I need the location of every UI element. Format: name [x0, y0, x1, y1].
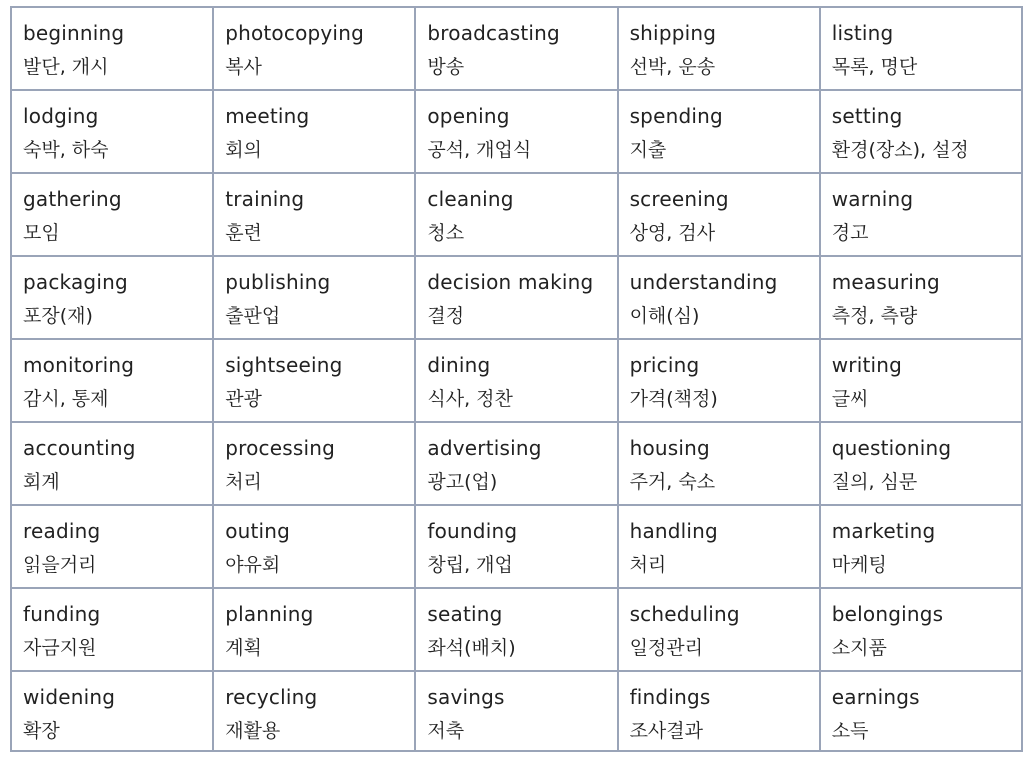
vocab-cell: [820, 671, 1022, 751]
vocab-cell: [11, 505, 213, 588]
korean-meaning: 관광: [225, 388, 262, 410]
korean-meaning: 식사, 정찬: [427, 388, 513, 410]
korean-meaning: 경고: [831, 222, 869, 244]
english-term: recycling: [225, 685, 318, 709]
vocab-cell-content: [23, 672, 212, 743]
vocab-cell-content: [23, 423, 212, 494]
vocab-cell: [213, 339, 415, 422]
vocab-cell: [820, 90, 1022, 173]
vocab-cell: [618, 505, 820, 588]
korean-meaning: 저축: [427, 720, 465, 742]
vocab-cell-content: [225, 174, 414, 245]
korean-meaning: 자금지원: [23, 637, 97, 659]
korean-meaning: 발단, 개시: [23, 56, 109, 78]
english-term: funding: [23, 602, 101, 626]
vocab-cell-content: [23, 91, 212, 162]
english-term: scheduling: [629, 602, 740, 626]
english-term: accounting: [23, 436, 136, 460]
english-term: opening: [427, 104, 510, 128]
vocab-cell-content: [225, 8, 414, 79]
english-term: marketing: [831, 519, 936, 543]
vocabulary-table-body: [11, 7, 1022, 751]
korean-meaning: 처리: [629, 554, 667, 576]
vocab-cell-content: [832, 8, 1021, 79]
vocab-cell: [11, 173, 213, 256]
english-term: reading: [23, 519, 101, 543]
vocab-cell: [618, 7, 820, 90]
korean-meaning: 감시, 통제: [23, 388, 109, 410]
english-term: belongings: [831, 602, 944, 626]
vocab-cell: [618, 339, 820, 422]
vocab-cell: [415, 173, 617, 256]
english-term: decision making: [427, 270, 594, 294]
vocab-cell: [415, 339, 617, 422]
korean-meaning: 읽을거리: [23, 554, 97, 576]
english-term: publishing: [225, 270, 331, 294]
vocab-cell-content: [427, 91, 616, 162]
table-row: [11, 7, 1022, 90]
english-term: screening: [629, 187, 729, 211]
vocab-cell: [11, 339, 213, 422]
vocab-cell: [618, 422, 820, 505]
vocab-cell-content: [427, 672, 616, 743]
vocab-cell-content: [832, 340, 1021, 411]
english-term: spending: [629, 104, 723, 128]
english-term: outing: [225, 519, 291, 543]
table-row: [11, 422, 1022, 505]
english-term: seating: [427, 602, 503, 626]
vocab-cell-content: [23, 174, 212, 245]
korean-meaning: 공석, 개업식: [427, 139, 532, 161]
korean-meaning: 이해(심): [629, 305, 700, 327]
vocab-cell-content: [225, 589, 414, 660]
english-term: warning: [831, 187, 914, 211]
korean-meaning: 출판업: [225, 305, 281, 327]
korean-meaning: 청소: [427, 222, 465, 244]
vocab-cell-content: [23, 589, 212, 660]
vocab-cell: [415, 90, 617, 173]
korean-meaning: 결정: [427, 305, 465, 327]
english-term: shipping: [629, 21, 717, 45]
vocab-cell-content: [832, 174, 1021, 245]
vocab-cell: [11, 422, 213, 505]
korean-meaning: 상영, 검사: [629, 222, 716, 244]
vocab-cell: [11, 588, 213, 671]
english-term: meeting: [225, 104, 310, 128]
korean-meaning: 선박, 운송: [629, 56, 716, 78]
english-term: lodging: [23, 104, 99, 128]
vocab-cell-content: [427, 589, 616, 660]
vocab-cell-content: [225, 91, 414, 162]
korean-meaning: 야유회: [225, 554, 281, 576]
vocab-cell-content: [832, 257, 1021, 328]
vocab-cell: [618, 588, 820, 671]
english-term: photocopying: [225, 21, 364, 45]
vocab-cell: [618, 173, 820, 256]
vocab-cell: [213, 505, 415, 588]
vocab-cell: [415, 422, 617, 505]
english-term: planning: [225, 602, 314, 626]
vocab-cell: [213, 7, 415, 90]
vocab-cell: [415, 505, 617, 588]
english-term: widening: [23, 685, 116, 709]
korean-meaning: 좌석(배치): [427, 637, 516, 659]
english-term: savings: [427, 685, 505, 709]
vocabulary-table: [10, 6, 1023, 752]
table-row: [11, 339, 1022, 422]
vocab-cell: [415, 671, 617, 751]
english-term: cleaning: [427, 187, 514, 211]
vocab-cell: [820, 173, 1022, 256]
table-row: [11, 256, 1022, 339]
vocab-cell: [415, 588, 617, 671]
vocab-cell-content: [630, 8, 819, 79]
korean-meaning: 창립, 개업: [427, 554, 513, 576]
vocab-cell-content: [427, 340, 616, 411]
vocab-cell-content: [832, 506, 1021, 577]
korean-meaning: 조사결과: [629, 720, 703, 742]
korean-meaning: 복사: [225, 56, 262, 78]
vocab-cell-content: [630, 174, 819, 245]
korean-meaning: 주거, 숙소: [629, 471, 716, 493]
vocab-cell-content: [630, 672, 819, 743]
korean-meaning: 지출: [629, 139, 667, 161]
english-term: handling: [629, 519, 718, 543]
english-term: beginning: [23, 21, 125, 45]
korean-meaning: 측정, 측량: [831, 305, 918, 327]
vocab-cell-content: [427, 8, 616, 79]
english-term: packaging: [23, 270, 128, 294]
vocab-cell: [820, 505, 1022, 588]
vocab-cell-content: [832, 91, 1021, 162]
vocab-cell-content: [427, 257, 616, 328]
english-term: writing: [831, 353, 903, 377]
table-row: [11, 90, 1022, 173]
vocab-cell-content: [630, 257, 819, 328]
vocab-cell: [618, 671, 820, 751]
korean-meaning: 글씨: [831, 388, 869, 410]
english-term: monitoring: [23, 353, 135, 377]
vocab-cell: [213, 173, 415, 256]
table-row: [11, 173, 1022, 256]
korean-meaning: 광고(업): [427, 471, 498, 493]
korean-meaning: 환경(장소), 설정: [831, 139, 969, 161]
korean-meaning: 방송: [427, 56, 465, 78]
vocab-cell-content: [225, 340, 414, 411]
vocab-cell-content: [225, 257, 414, 328]
vocab-cell: [213, 671, 415, 751]
english-term: advertising: [427, 436, 542, 460]
korean-meaning: 가격(책정): [629, 388, 718, 410]
korean-meaning: 목록, 명단: [831, 56, 918, 78]
korean-meaning: 회계: [23, 471, 60, 493]
english-term: dining: [427, 353, 491, 377]
vocab-cell-content: [630, 589, 819, 660]
vocab-cell: [11, 90, 213, 173]
table-row: [11, 588, 1022, 671]
english-term: broadcasting: [427, 21, 560, 45]
english-term: setting: [831, 104, 903, 128]
english-term: processing: [225, 436, 335, 460]
vocab-cell: [820, 339, 1022, 422]
vocab-cell-content: [427, 174, 616, 245]
english-term: measuring: [831, 270, 940, 294]
vocab-cell: [415, 7, 617, 90]
vocab-cell: [11, 256, 213, 339]
korean-meaning: 모임: [23, 222, 60, 244]
english-term: findings: [629, 685, 711, 709]
korean-meaning: 숙박, 하숙: [23, 139, 109, 161]
vocab-cell-content: [23, 8, 212, 79]
vocab-cell-content: [23, 340, 212, 411]
vocab-cell: [415, 256, 617, 339]
korean-meaning: 회의: [225, 139, 262, 161]
vocab-cell-content: [23, 506, 212, 577]
english-term: understanding: [629, 270, 778, 294]
vocab-cell-content: [23, 257, 212, 328]
korean-meaning: 일정관리: [629, 637, 703, 659]
english-term: housing: [629, 436, 710, 460]
vocab-cell-content: [225, 672, 414, 743]
english-term: earnings: [831, 685, 920, 709]
english-term: founding: [427, 519, 518, 543]
korean-meaning: 확장: [23, 720, 60, 742]
vocab-cell: [618, 90, 820, 173]
vocab-cell-content: [630, 91, 819, 162]
vocab-cell-content: [832, 589, 1021, 660]
korean-meaning: 소득: [831, 720, 869, 742]
english-term: gathering: [23, 187, 122, 211]
vocab-cell-content: [427, 506, 616, 577]
english-term: questioning: [831, 436, 952, 460]
vocab-cell-content: [630, 506, 819, 577]
vocab-cell-content: [630, 423, 819, 494]
vocab-cell: [820, 588, 1022, 671]
table-row: [11, 671, 1022, 751]
korean-meaning: 계획: [225, 637, 262, 659]
korean-meaning: 재활용: [225, 720, 281, 742]
korean-meaning: 처리: [225, 471, 262, 493]
english-term: sightseeing: [225, 353, 343, 377]
korean-meaning: 소지품: [831, 637, 887, 659]
vocab-cell-content: [630, 340, 819, 411]
vocab-cell: [213, 256, 415, 339]
vocab-cell: [11, 671, 213, 751]
vocab-cell-content: [225, 506, 414, 577]
korean-meaning: 훈련: [225, 222, 262, 244]
vocab-cell: [820, 7, 1022, 90]
vocab-cell: [820, 422, 1022, 505]
vocab-cell-content: [832, 423, 1021, 494]
vocab-cell-content: [225, 423, 414, 494]
vocab-cell-content: [427, 423, 616, 494]
vocab-cell: [213, 90, 415, 173]
table-row: [11, 505, 1022, 588]
vocab-cell: [11, 7, 213, 90]
korean-meaning: 마케팅: [831, 554, 887, 576]
vocab-cell-content: [832, 672, 1021, 743]
vocab-cell: [213, 588, 415, 671]
vocab-cell: [213, 422, 415, 505]
english-term: listing: [831, 21, 894, 45]
vocab-cell: [618, 256, 820, 339]
english-term: training: [225, 187, 305, 211]
korean-meaning: 질의, 심문: [831, 471, 918, 493]
vocab-cell: [820, 256, 1022, 339]
english-term: pricing: [629, 353, 700, 377]
korean-meaning: 포장(재): [23, 305, 93, 327]
